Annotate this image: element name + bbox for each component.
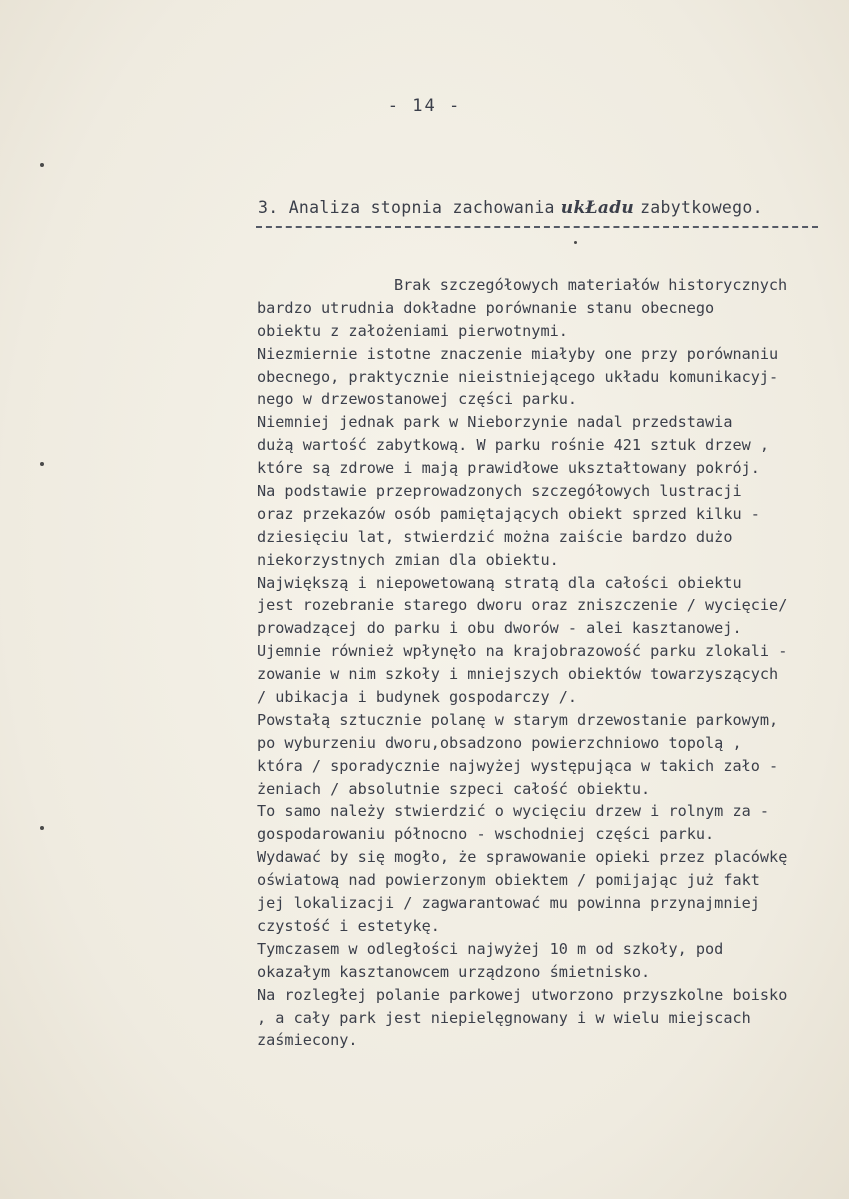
text-line: Na rozległej polanie parkowej utworzono przyszkolne boisko — [257, 985, 788, 1004]
punch-mark — [40, 462, 44, 466]
heading-suffix: zabytkowego. — [640, 198, 763, 217]
punch-mark — [40, 826, 44, 830]
body-text — [257, 274, 847, 1052]
text-line: zaśmiecony. — [257, 1031, 358, 1050]
text-line: Wydawać by się mogło, że sprawowanie opieki przez placówkę — [257, 848, 788, 867]
text-line: żeniach / absolutnie szpeci całość obiektu. — [257, 779, 651, 798]
text-line: obiektu z założeniami pierwotnymi. — [257, 321, 568, 340]
text-line: czystość i estetykę. — [257, 916, 440, 935]
text-line: Największą i niepowetowaną stratą dla całości obiektu — [257, 573, 742, 592]
heading-underline — [256, 226, 818, 228]
text-line: nego w drzewostanowej części parku. — [257, 390, 578, 409]
text-line: Tymczasem w odległości najwyżej 10 m od szkoły, pod — [257, 939, 724, 958]
text-line: To samo należy stwierdzić o wycięciu drzew i rolnym za - — [257, 802, 770, 821]
text-line: prowadzącej do parku i obu dworów - alei kasztanowej. — [257, 619, 742, 638]
text-line: Powstałą sztucznie polanę w starym drzewostanie parkowym, — [257, 710, 779, 729]
text-line: Niemniej jednak park w Nieborzynie nadal przedstawia — [257, 413, 733, 432]
text-line: / ubikacja i budynek gospodarczy /. — [257, 688, 578, 707]
text-line: oświatową nad powierzonym obiektem / pomijając już fakt — [257, 871, 760, 890]
text-line: Ujemnie również wpłynęło na krajobrazowość parku zlokali - — [257, 642, 788, 661]
text-line: jest rozebranie starego dworu oraz zniszczenie / wycięcie/ — [257, 596, 788, 615]
text-line: Niezmiernie istotne znaczenie miałyby one przy porównaniu — [257, 344, 779, 363]
text-line: które są zdrowe i mają prawidłowe ukształtowany pokrój. — [257, 459, 760, 478]
text-line: , a cały park jest niepielęgnowany i w wielu miejscach — [257, 1008, 751, 1027]
text-line: Brak szczegółowych materiałów historycznych — [394, 276, 788, 294]
text-line: gospodarowaniu północno - wschodniej części parku. — [257, 825, 715, 844]
heading-prefix: 3. Analiza stopnia zachowania — [258, 198, 555, 217]
text-line: oraz przekazów osób pamiętających obiekt sprzed kilku - — [257, 504, 760, 523]
text-line: jej lokalizacji / zagwarantować mu powinna przynajmniej — [257, 894, 760, 913]
text-line: okazałym kasztanowcem urządzono śmietnisko. — [257, 962, 651, 981]
text-line: dziesięciu lat, stwierdzić można zaiście bardzo dużo — [257, 527, 733, 546]
text-line: która / sporadycznie najwyżej występująca w takich zało - — [257, 756, 779, 775]
text-line: zowanie w nim szkoły i mniejszych obiektów towarzyszących — [257, 665, 779, 684]
text-line: dużą wartość zabytkową. W parku rośnie 421 sztuk drzew , — [257, 436, 770, 455]
page-number: - 14 - — [387, 96, 462, 116]
text-line: bardzo utrudnia dokładne porównanie stanu obecnego — [257, 298, 715, 317]
heading-handwritten-insert: ukŁadu — [560, 198, 635, 218]
text-line: obecnego, praktycznie nieistniejącego układu komunikacyj- — [257, 367, 779, 386]
punch-mark — [40, 163, 44, 167]
ink-speck — [574, 241, 577, 244]
section-heading — [258, 198, 833, 218]
text-line: niekorzystnych zmian dla obiektu. — [257, 550, 559, 569]
text-line: Na podstawie przeprowadzonych szczegółowych lustracji — [257, 482, 742, 501]
text-line: po wyburzeniu dworu,obsadzono powierzchniowo topolą , — [257, 733, 742, 752]
